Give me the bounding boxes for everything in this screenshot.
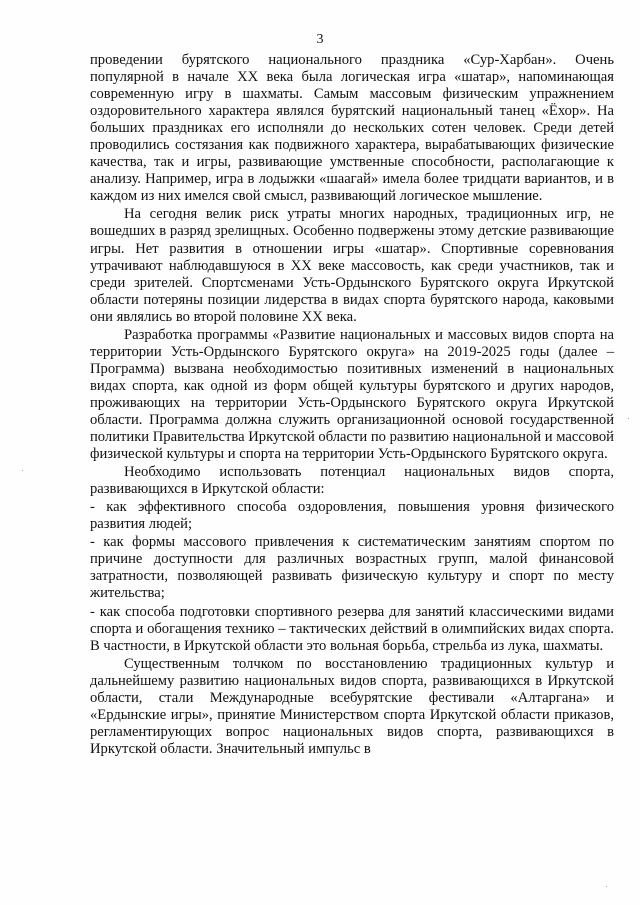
paragraph-program-development: Разработка программы «Развитие национальных и массовых видов спорта на территории Усть-Ордынского Бурятского округа» на 2019-2025 годы (далее – Программа) вызвана необходимостью позитивных изменений в национальных видах спорта, как одной из форм общей культуры бурятского и других народов, проживающих на территории Усть-Ордынского Бурятского округа Иркутской области. Программа должна служить организационной основой государственной политики Правительства Иркутской области по развитию национальной и массовой физической культуры и спорта на территории Усть-Ордынского Бурятского округа.: [90, 326, 614, 463]
paragraph-festivals: Существенным толчком по восстановлению традиционных культур и дальнейшему развитию национальных видов спорта, развивающихся в Иркутской области, стали Международные всебурятские фестивали «Алтаргана» и «Ердынские игры», принятие Министерством спорта Иркутской области приказов, регламентирующих вопрос национальных видов спорта, развивающихся в Иркутской области. Значительный импульс в: [90, 655, 614, 757]
body-text: [90, 52, 614, 759]
list-item-mass-involvement: - как формы массового привлечения к систематическим занятиям спортом по причине доступности для различных возрастных групп, малой финансовой затратности, позволяющей развивать физическую культуру и спорт по месту жительства;: [90, 534, 614, 602]
paragraph-continuation: проведении бурятского национального праздника «Сур-Харбан». Очень популярной в начале XX века была логическая игра «шатар», напоминающая современную игру в шахматы. Самым массовым физическим упражнением оздоровительного характера являлся бурятский национальный танец «Ёхор». На больших праздниках его исполняли до нескольких сотен человек. Среди детей проводились состязания как подвижного характера, вырабатывающих физические качества, так и игры, развивающие умственные способности, располагающие к анализу. Например, игра в лодыжки «шаагай» имела более тридцати вариантов, и в каждом из них имелся свой смысл, развивающий логическое мышление.: [90, 52, 614, 205]
scan-speck: [606, 886, 607, 887]
list-item-sport-reserve: - как способа подготовки спортивного резерва для занятий классическими видами спорта и обогащения технико – тактических действий в олимпийских видах спорта. В частности, в Иркутской области это вольная борьба, стрельба из лука, шахматы.: [90, 603, 614, 654]
page-number: 3: [316, 32, 324, 47]
scan-speck: [22, 470, 23, 471]
scan-speck: [628, 418, 629, 419]
list-item-health: - как эффективного способа оздоровления, повышения уровня физического развития людей;: [90, 499, 614, 533]
paragraph-risk-of-loss: На сегодня велик риск утраты многих народных, традиционных игр, не вошедших в разряд зрелищных. Особенно подвержены этому детские развивающие игры. Нет развития в отношении игры «шатар». Спортивные соревнования утрачивают наблюдавшуюся в XX веке массовость, как среди участников, так и среди зрителей. Спортсменами Усть-Ордынского Бурятского округа Иркутской области потеряны позиции лидерства в видах спорта бурятского народа, каковыми они являлись во второй половине XX века.: [90, 206, 614, 325]
paragraph-potential-intro: Необходимо использовать потенциал национальных видов спорта, развивающихся в Иркутской области:: [90, 464, 614, 498]
